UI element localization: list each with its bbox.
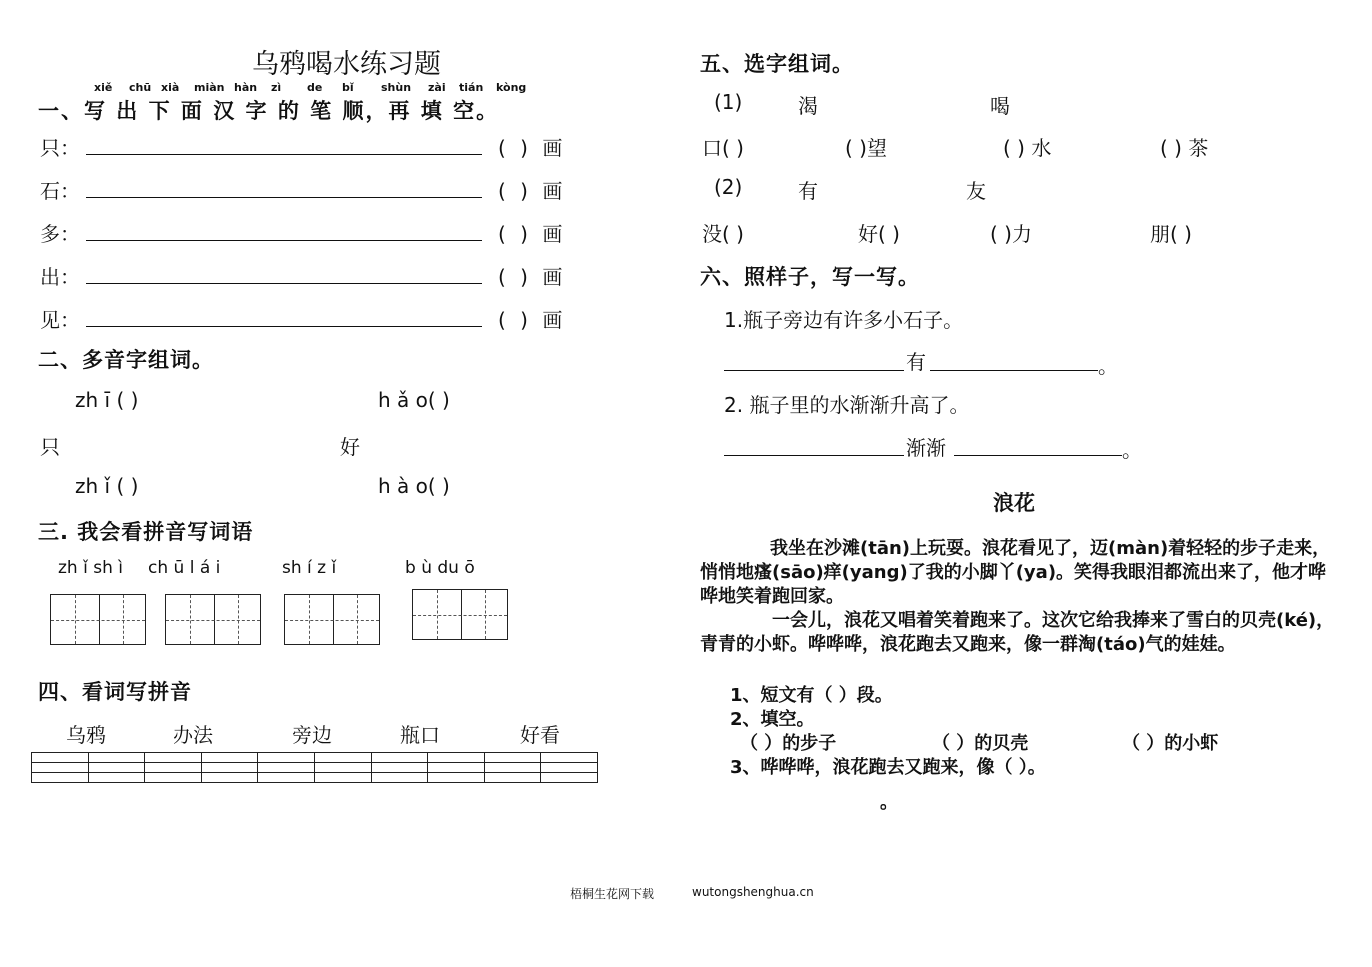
- group1-char-a: 渴: [798, 94, 818, 118]
- example-1: 1.瓶子旁边有许多小石子。: [724, 308, 964, 332]
- group1-item-1: 口( ): [702, 136, 744, 160]
- stroke-count-blank[interactable]: ( ) 画: [498, 179, 563, 203]
- polyphone-char-zhi: 只: [40, 435, 60, 459]
- pinyin-syllable: miàn: [194, 81, 225, 94]
- polyphone-zhi1: zh ī ( ): [75, 388, 139, 412]
- reading-paragraph-2: 一会儿，浪花又唱着笑着跑来了。这次它给我捧来了雪白的贝壳(ké)，青青的小虾。哗哗哗，浪花跑去又跑来，像一群淘(táo)气的娃娃。: [700, 610, 1335, 655]
- example-2: 2. 瓶子里的水渐渐升高了。: [724, 393, 970, 417]
- tianzige-box-1[interactable]: [50, 594, 146, 645]
- word-4: 瓶口: [400, 723, 440, 747]
- example-1-keyword: 有: [906, 350, 926, 374]
- reading-paragraph-1: 我坐在沙滩(tān)上玩耍。浪花看见了，迈(màn)着轻轻的步子走来，悄悄地瘙(sāo)痒(yang)了我的小脚丫(ya)。笑得我眼泪都流出来了，他才哗哗地笑着跑回家。: [700, 538, 1331, 607]
- question-2-item-3: （ ）的小虾: [1122, 733, 1219, 754]
- stroke-char-label: 见：: [40, 308, 80, 332]
- group1-item-2: ( )望: [845, 136, 887, 160]
- example-2-period: 。: [1122, 438, 1142, 462]
- answer-line[interactable]: [724, 455, 904, 456]
- stroke-order-line[interactable]: [86, 154, 482, 155]
- pinyin-syllable: zì: [271, 81, 282, 94]
- group1-char-b: 喝: [990, 94, 1010, 118]
- stroke-count-blank[interactable]: ( ) 画: [498, 308, 563, 332]
- pinyin-syllable: kòng: [496, 81, 527, 94]
- pinyin-syllable: tián: [459, 81, 484, 94]
- pinyin-syllable: zài: [428, 81, 446, 94]
- question-3-dot: 。: [880, 792, 898, 813]
- group2-item-4: 朋( ): [1150, 222, 1192, 246]
- stroke-char-label: 出：: [40, 265, 80, 289]
- section3-heading: 三. 我会看拼音写词语: [38, 520, 254, 544]
- question-1: 1、短文有（ ）段。: [730, 685, 893, 706]
- footer-site-name: 梧桐生花网下载: [570, 887, 655, 901]
- pinyin-word-3: sh í z ǐ: [282, 558, 337, 578]
- tianzige-box-4[interactable]: [412, 589, 508, 640]
- pinyin-writing-grid[interactable]: [31, 752, 598, 783]
- group2-item-1: 没( ): [702, 222, 744, 246]
- word-5: 好看: [520, 723, 560, 747]
- stroke-order-line[interactable]: [86, 326, 482, 327]
- word-1: 乌鸦: [66, 723, 106, 747]
- stroke-count-blank[interactable]: ( ) 画: [498, 265, 563, 289]
- question-2-item-1: （ ）的步子: [740, 733, 837, 754]
- group1-item-3: ( ) 水: [1003, 136, 1052, 160]
- section2-heading: 二、多音字组词。: [38, 348, 214, 372]
- polyphone-hao4: h à o( ): [378, 474, 450, 498]
- reading-title: 浪花: [993, 491, 1035, 515]
- section6-heading: 六、照样子，写一写。: [700, 265, 920, 289]
- word-2: 办法: [173, 723, 213, 747]
- group1-label: (1): [714, 90, 743, 114]
- pinyin-syllable: bǐ: [342, 81, 354, 94]
- question-2-item-2: （ ）的贝壳: [932, 733, 1029, 754]
- polyphone-zhi3: zh ǐ ( ): [75, 474, 139, 498]
- stroke-char-label: 只：: [40, 136, 80, 160]
- pinyin-syllable: xià: [161, 81, 180, 94]
- group1-item-4: ( ) 茶: [1160, 136, 1209, 160]
- answer-line[interactable]: [954, 455, 1122, 456]
- pinyin-word-2: ch ū l á i: [148, 558, 221, 578]
- question-3: 3、哗哗哗，浪花跑去又跑来，像（ ）。: [730, 757, 1046, 778]
- stroke-count-blank[interactable]: ( ) 画: [498, 136, 563, 160]
- section5-heading: 五、选字组词。: [700, 52, 854, 76]
- stroke-char-label: 石：: [40, 179, 80, 203]
- section1-heading: 一、写 出 下 面 汉 字 的 笔 顺，再 填 空。: [38, 99, 500, 123]
- group2-char-b: 友: [966, 179, 986, 203]
- footer-site-url[interactable]: wutongshenghua.cn: [692, 885, 814, 899]
- stroke-order-line[interactable]: [86, 197, 482, 198]
- pinyin-syllable: shùn: [381, 81, 412, 94]
- example-1-period: 。: [1098, 354, 1118, 378]
- question-2: 2、填空。: [730, 709, 815, 730]
- tianzige-box-2[interactable]: [165, 594, 261, 645]
- pinyin-syllable: de: [307, 81, 323, 94]
- stroke-order-line[interactable]: [86, 240, 482, 241]
- tianzige-box-3[interactable]: [284, 594, 380, 645]
- pinyin-syllable: chū: [129, 81, 152, 94]
- pinyin-syllable: hàn: [234, 81, 258, 94]
- answer-line[interactable]: [724, 370, 904, 371]
- polyphone-char-hao: 好: [340, 435, 360, 459]
- stroke-char-label: 多：: [40, 222, 80, 246]
- example-2-keyword: 渐渐: [906, 436, 946, 460]
- word-3: 旁边: [292, 723, 332, 747]
- group2-item-3: ( )力: [990, 222, 1032, 246]
- page-title: 乌鸦喝水练习题: [252, 49, 441, 80]
- pinyin-word-4: b ù du ō: [405, 558, 475, 578]
- answer-line[interactable]: [930, 370, 1098, 371]
- pinyin-syllable: xiě: [94, 81, 113, 94]
- group2-label: (2): [714, 175, 743, 199]
- group2-item-2: 好( ): [858, 222, 900, 246]
- pinyin-word-1: zh ǐ sh ì: [58, 558, 123, 578]
- stroke-count-blank[interactable]: ( ) 画: [498, 222, 563, 246]
- stroke-order-line[interactable]: [86, 283, 482, 284]
- polyphone-hao3: h ǎ o( ): [378, 388, 450, 412]
- group2-char-a: 有: [798, 179, 818, 203]
- section4-heading: 四、看词写拼音: [38, 680, 192, 704]
